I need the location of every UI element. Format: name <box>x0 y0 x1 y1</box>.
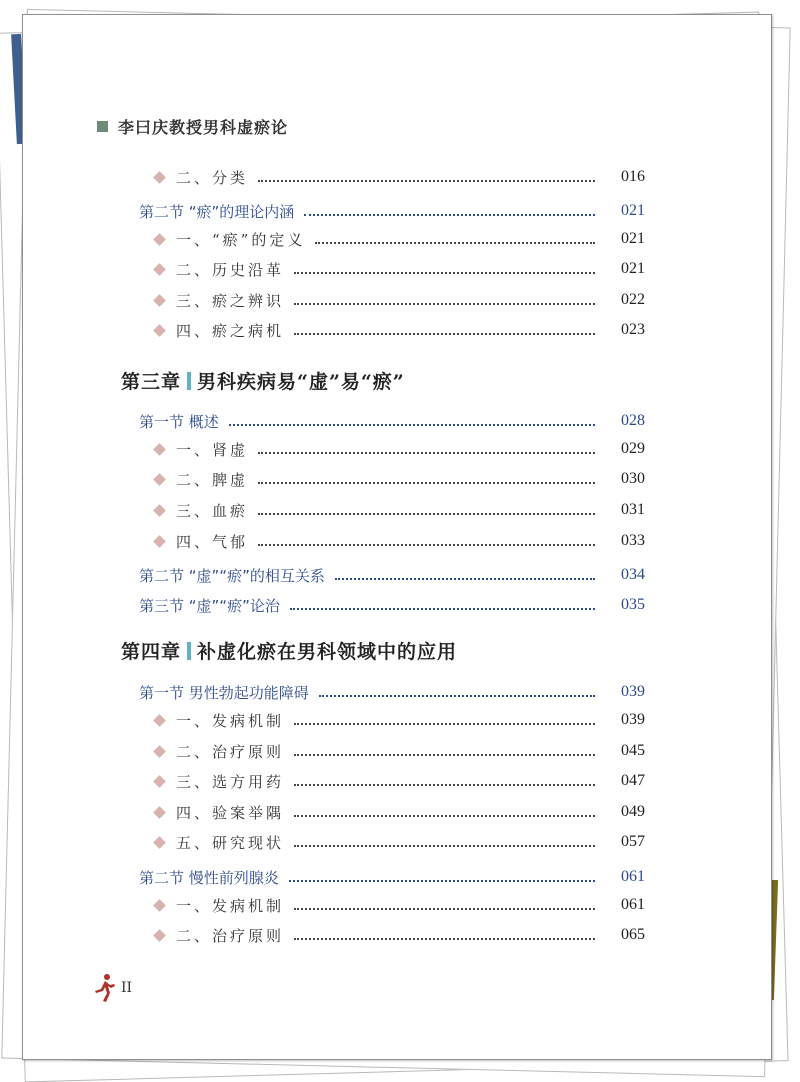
dot-leader <box>335 578 595 580</box>
toc-item[interactable] <box>23 435 771 463</box>
dot-leader <box>294 754 595 756</box>
toc-label: 三、选方用药 <box>176 772 285 791</box>
dot-leader <box>258 544 595 546</box>
header-square-icon <box>97 121 108 132</box>
diamond-bullet-icon <box>153 171 166 184</box>
toc-label: 一、肾虚 <box>176 440 249 459</box>
dot-leader <box>315 242 595 244</box>
dot-leader <box>304 214 595 216</box>
chapter-title: 补虚化瘀在男科领域中的应用 <box>197 641 458 663</box>
toc-item[interactable] <box>23 255 771 283</box>
toc-item[interactable] <box>23 891 771 919</box>
toc-page-number: 023 <box>621 321 645 338</box>
toc-label: 四、验案举隅 <box>176 803 285 822</box>
toc-page-number: 047 <box>621 772 645 789</box>
toc-item[interactable] <box>23 527 771 555</box>
toc-label: 四、瘀之病机 <box>176 321 285 340</box>
toc-label: 第二节 “虚”“瘀”的相互关系 <box>139 566 325 585</box>
diamond-bullet-icon <box>153 294 166 307</box>
diamond-bullet-icon <box>153 714 166 727</box>
toc-page-number: 039 <box>621 683 645 700</box>
toc-page-number: 030 <box>621 470 645 487</box>
toc-page-number: 016 <box>621 168 645 185</box>
toc-page-number: 021 <box>621 230 645 247</box>
chapter-bar <box>187 372 191 390</box>
chapter-number: 第三章 <box>121 371 182 393</box>
toc-page-number: 061 <box>621 868 645 885</box>
toc-label: 二、脾虚 <box>176 470 249 489</box>
dot-leader <box>294 908 595 910</box>
toc-page-number: 034 <box>621 566 645 583</box>
chapter-heading[interactable] <box>121 367 405 394</box>
chapter-bar <box>187 642 191 660</box>
toc-item[interactable] <box>23 163 771 191</box>
toc-page-number: 022 <box>621 291 645 308</box>
dot-leader <box>229 424 595 426</box>
dot-leader <box>258 180 595 182</box>
toc-page-number: 057 <box>621 833 645 850</box>
toc-label: 二、治疗原则 <box>176 926 285 945</box>
toc-label: 三、血瘀 <box>176 501 249 520</box>
toc-label: 第二节 慢性前列腺炎 <box>139 868 279 887</box>
dot-leader <box>294 723 595 725</box>
toc-page-number: 061 <box>621 896 645 913</box>
toc-page-number: 021 <box>621 202 645 219</box>
toc-item[interactable] <box>23 225 771 253</box>
toc-page-number: 029 <box>621 440 645 457</box>
dot-leader <box>290 608 595 610</box>
toc-section[interactable] <box>23 197 771 225</box>
toc-label: 一、“瘀”的定义 <box>176 230 306 249</box>
toc-item[interactable] <box>23 767 771 795</box>
toc-page-number: 045 <box>621 742 645 759</box>
toc-section[interactable] <box>23 407 771 435</box>
dot-leader <box>289 880 595 882</box>
diamond-bullet-icon <box>153 836 166 849</box>
toc-page-number: 031 <box>621 501 645 518</box>
toc-section[interactable] <box>23 591 771 619</box>
book-title: 李曰庆教授男科虚瘀论 <box>118 118 289 137</box>
toc-label: 一、发病机制 <box>176 896 285 915</box>
toc-page <box>22 14 772 1060</box>
toc-label: 第一节 概述 <box>139 412 219 431</box>
running-header <box>97 115 288 138</box>
dot-leader <box>294 272 595 274</box>
chapter-title: 男科疾病易“虚”易“瘀” <box>197 371 405 393</box>
toc-section[interactable] <box>23 863 771 891</box>
toc-item[interactable] <box>23 706 771 734</box>
diamond-bullet-icon <box>153 263 166 276</box>
diamond-bullet-icon <box>153 504 166 517</box>
diamond-bullet-icon <box>153 473 166 486</box>
toc-page-number: 049 <box>621 803 645 820</box>
toc-page-number: 033 <box>621 532 645 549</box>
dot-leader <box>294 815 595 817</box>
toc-item[interactable] <box>23 828 771 856</box>
diamond-bullet-icon <box>153 929 166 942</box>
toc-label: 第三节 “虚”“瘀”论治 <box>139 596 280 615</box>
toc-item[interactable] <box>23 496 771 524</box>
toc-label: 四、气郁 <box>176 532 249 551</box>
toc-label: 三、瘀之辨识 <box>176 291 285 310</box>
diamond-bullet-icon <box>153 745 166 758</box>
toc-label: 一、发病机制 <box>176 711 285 730</box>
toc-label: 二、治疗原则 <box>176 742 285 761</box>
dot-leader <box>294 333 595 335</box>
page-footer <box>91 973 132 1003</box>
toc-page-number: 028 <box>621 412 645 429</box>
dot-leader <box>258 513 595 515</box>
diamond-bullet-icon <box>153 535 166 548</box>
dot-leader <box>258 452 595 454</box>
diamond-bullet-icon <box>153 806 166 819</box>
dot-leader <box>294 938 595 940</box>
toc-item[interactable] <box>23 465 771 493</box>
runner-icon <box>91 973 117 1003</box>
toc-section[interactable] <box>23 561 771 589</box>
toc-label: 五、研究现状 <box>176 833 285 852</box>
chapter-heading[interactable] <box>121 637 457 664</box>
diamond-bullet-icon <box>153 899 166 912</box>
page-number: II <box>121 980 133 996</box>
toc-item[interactable] <box>23 921 771 949</box>
diamond-bullet-icon <box>153 775 166 788</box>
dot-leader <box>258 482 595 484</box>
toc-item[interactable] <box>23 286 771 314</box>
toc-label: 第二节 “瘀”的理论内涵 <box>139 202 295 221</box>
toc-label: 二、分类 <box>176 168 249 187</box>
chapter-number: 第四章 <box>121 641 182 663</box>
toc-page-number: 065 <box>621 926 645 943</box>
dot-leader <box>294 303 595 305</box>
dot-leader <box>294 845 595 847</box>
toc-item[interactable] <box>23 798 771 826</box>
diamond-bullet-icon <box>153 443 166 456</box>
toc-section[interactable] <box>23 678 771 706</box>
dot-leader <box>319 695 595 697</box>
toc-label: 二、历史沿革 <box>176 260 285 279</box>
toc-page-number: 039 <box>621 711 645 728</box>
toc-item[interactable] <box>23 737 771 765</box>
diamond-bullet-icon <box>153 324 166 337</box>
toc-page-number: 021 <box>621 260 645 277</box>
dot-leader <box>294 784 595 786</box>
diamond-bullet-icon <box>153 233 166 246</box>
toc-label: 第一节 男性勃起功能障碍 <box>139 683 309 702</box>
toc-item[interactable] <box>23 316 771 344</box>
toc-page-number: 035 <box>621 596 645 613</box>
